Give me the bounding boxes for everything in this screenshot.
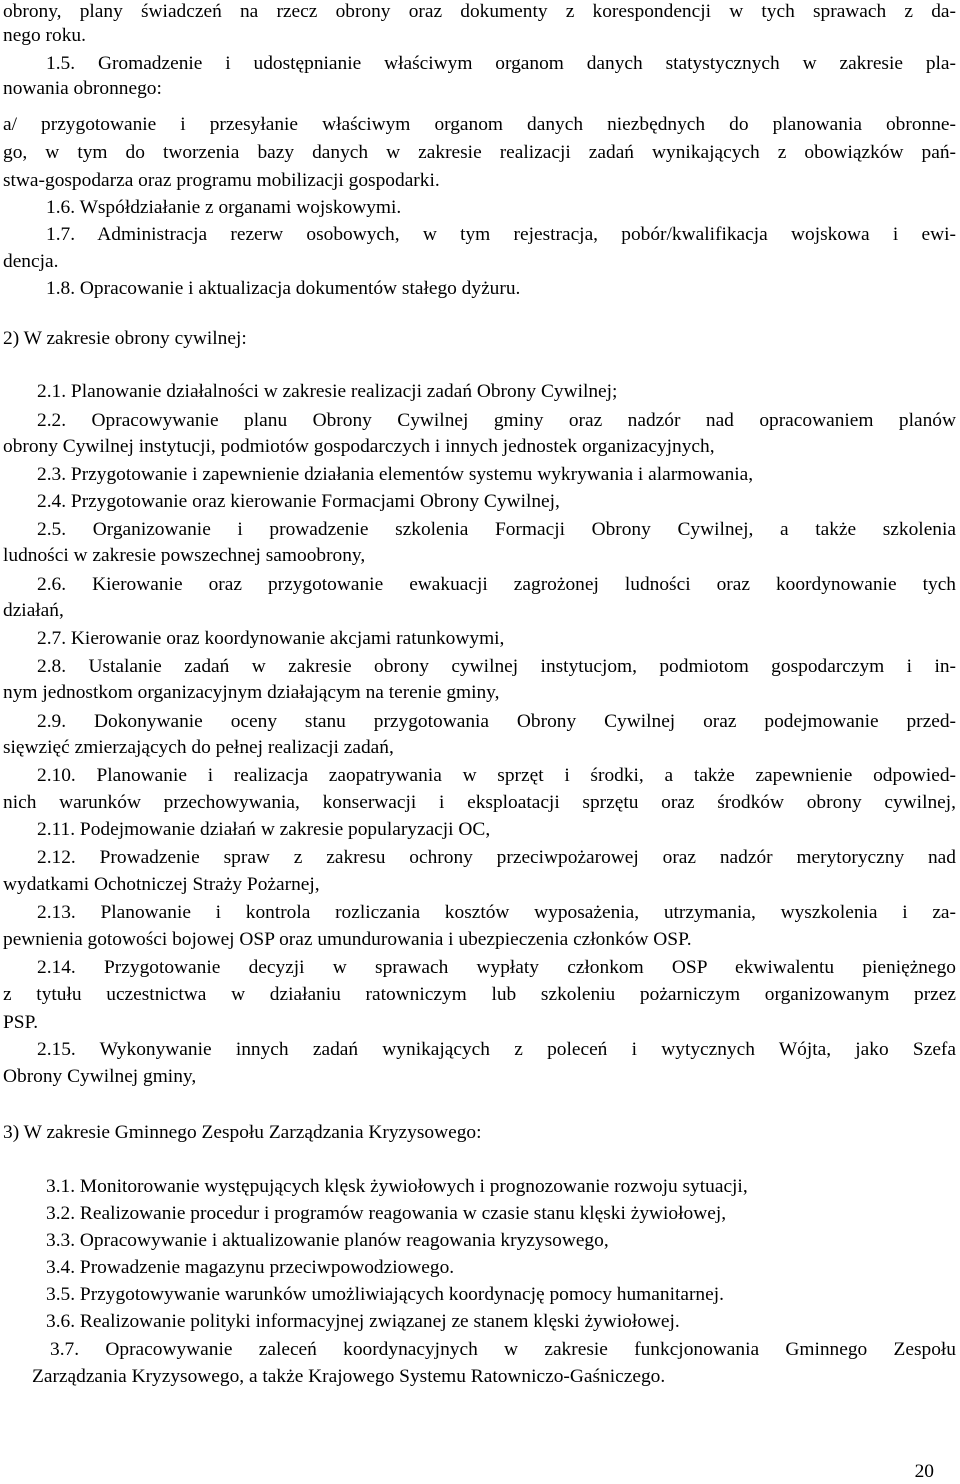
continuation-line: nego roku. bbox=[3, 25, 86, 46]
item-3-6: 3.6. Realizowanie polityki informacyjnej związanej ze stanem klęski żywiołowej. bbox=[46, 1311, 680, 1332]
item-2-5: 2.5. Organizowanie i prowadzenie szkolenia Formacji Obrony Cywilnej, a także szkolenia bbox=[37, 519, 956, 540]
item-1-5-a-cont: go, w tym do tworzenia bazy danych w zakresie realizacji zadań wynikających z obowiązków pań- bbox=[3, 142, 956, 163]
item-2-3: 2.3. Przygotowanie i zapewnienie działania elementów systemu wykrywania i alarmowania, bbox=[37, 464, 754, 485]
item-1-7: 1.7. Administracja rezerw osobowych, w tym rejestracja, pobór/kwalifikacja wojskowa i ewi- bbox=[46, 224, 956, 245]
item-2-12: 2.12. Prowadzenie spraw z zakresu ochrony przeciwpożarowej oraz nadzór merytoryczny nad bbox=[37, 847, 956, 868]
item-3-2: 3.2. Realizowanie procedur i programów reagowania w czasie stanu klęski żywiołowej, bbox=[46, 1203, 727, 1224]
item-2-2-cont: obrony Cywilnej instytucji, podmiotów gospodarczych i innych jednostek organizacyjnych, bbox=[3, 436, 715, 457]
item-1-5: 1.5. Gromadzenie i udostępnianie właściwym organom danych statystycznych w zakresie pla- bbox=[46, 53, 956, 74]
item-2-15: 2.15. Wykonywanie innych zadań wynikających z poleceń i wytycznych Wójta, jako Szefa bbox=[37, 1039, 956, 1060]
item-1-5-cont: nowania obronnego: bbox=[3, 78, 162, 99]
item-2-10: 2.10. Planowanie i realizacja zaopatrywania w sprzęt i środki, a także zapewnienie odpowied- bbox=[37, 765, 956, 786]
item-2-14-cont: PSP. bbox=[3, 1012, 39, 1033]
item-2-11: 2.11. Podejmowanie działań w zakresie popularyzacji OC, bbox=[37, 819, 491, 840]
item-3-3: 3.3. Opracowywanie i aktualizowanie planów reagowania kryzysowego, bbox=[46, 1230, 609, 1251]
item-3-5: 3.5. Przygotowywanie warunków umożliwiających koordynację pomocy humanitarnej. bbox=[46, 1284, 724, 1305]
item-1-7-cont: dencja. bbox=[3, 251, 59, 272]
item-1-6: 1.6. Współdziałanie z organami wojskowymi. bbox=[46, 197, 402, 218]
item-2-5-cont: ludności w zakresie powszechnej samoobrony, bbox=[3, 545, 366, 566]
item-2-14: 2.14. Przygotowanie decyzji w sprawach wypłaty członkom OSP ekwiwalentu pieniężnego bbox=[37, 957, 956, 978]
item-2-6-cont: działań, bbox=[3, 600, 64, 621]
item-2-13: 2.13. Planowanie i kontrola rozliczania kosztów wyposażenia, utrzymania, wyszkolenia i za- bbox=[37, 902, 956, 923]
item-3-7-cont: Zarządzania Kryzysowego, a także Krajowego Systemu Ratowniczo-Gaśniczego. bbox=[32, 1366, 666, 1387]
item-2-8: 2.8. Ustalanie zadań w zakresie obrony cywilnej instytucjom, podmiotom gospodarczym i in- bbox=[37, 656, 956, 677]
page-number: 20 bbox=[914, 1461, 934, 1482]
item-1-8: 1.8. Opracowanie i aktualizacja dokumentów stałego dyżuru. bbox=[46, 278, 521, 299]
section-heading-3: 3) W zakresie Gminnego Zespołu Zarządzania Kryzysowego: bbox=[3, 1122, 482, 1143]
item-2-10-cont: nich warunków przechowywania, konserwacji i eksploatacji sprzętu oraz środków obrony cywilnej, bbox=[3, 792, 956, 813]
item-3-1: 3.1. Monitorowanie występujących klęsk żywiołowych i prognozowanie rozwoju sytuacji, bbox=[46, 1176, 748, 1197]
item-3-7: 3.7. Opracowywanie zaleceń koordynacyjnych w zakresie funkcjonowania Gminnego Zespołu bbox=[50, 1339, 956, 1360]
item-2-2: 2.2. Opracowywanie planu Obrony Cywilnej gminy oraz nadzór nad opracowaniem planów bbox=[37, 410, 956, 431]
item-1-5-a-cont: stwa-gospodarza oraz programu mobilizacji gospodarki. bbox=[3, 170, 440, 191]
item-2-14-cont: z tytułu uczestnictwa w działaniu ratowniczym lub szkoleniu pożarniczym organizowanym przez bbox=[3, 984, 956, 1005]
item-1-5-a: a/ przygotowanie i przesyłanie właściwym organom danych niezbędnych do planowania obronne- bbox=[3, 114, 956, 135]
item-2-7: 2.7. Kierowanie oraz koordynowanie akcjami ratunkowymi, bbox=[37, 628, 505, 649]
section-heading-2: 2) W zakresie obrony cywilnej: bbox=[3, 328, 247, 349]
item-3-4: 3.4. Prowadzenie magazynu przeciwpowodziowego. bbox=[46, 1257, 455, 1278]
item-2-8-cont: nym jednostkom organizacyjnym działającym na terenie gminy, bbox=[3, 682, 500, 703]
item-2-15-cont: Obrony Cywilnej gminy, bbox=[3, 1066, 197, 1087]
item-2-4: 2.4. Przygotowanie oraz kierowanie Formacjami Obrony Cywilnej, bbox=[37, 491, 560, 512]
item-2-12-cont: wydatkami Ochotniczej Straży Pożarnej, bbox=[3, 874, 320, 895]
item-2-9: 2.9. Dokonywanie oceny stanu przygotowania Obrony Cywilnej oraz podejmowanie przed- bbox=[37, 711, 956, 732]
item-2-1: 2.1. Planowanie działalności w zakresie realizacji zadań Obrony Cywilnej; bbox=[37, 381, 618, 402]
item-2-13-cont: pewnienia gotowości bojowej OSP oraz umundurowania i ubezpieczenia członków OSP. bbox=[3, 929, 692, 950]
item-2-6: 2.6. Kierowanie oraz przygotowanie ewakuacji zagrożonej ludności oraz koordynowanie tych bbox=[37, 574, 956, 595]
continuation-line: obrony, plany świadczeń na rzecz obrony oraz dokumenty z korespondencji w tych sprawach z da- bbox=[3, 1, 956, 22]
item-2-9-cont: sięwzięć zmierzających do pełnej realizacji zadań, bbox=[3, 737, 394, 758]
